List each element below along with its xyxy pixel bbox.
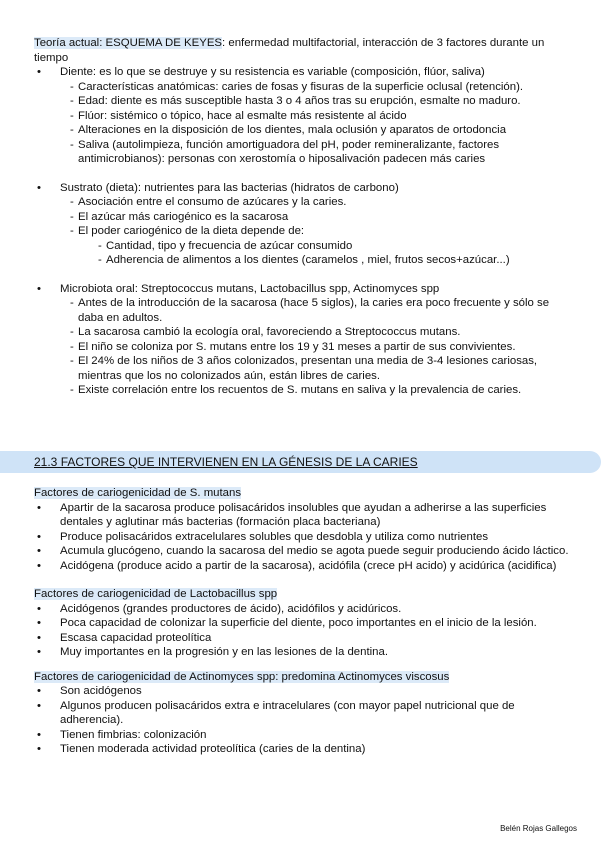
microbiota-item: - La sacarosa cambió la ecología oral, favoreciendo a Streptococcus mutans. [34, 325, 574, 340]
diente-head: • Diente: es lo que se destruye y su resistencia es variable (composición, flúor, saliva) [34, 65, 574, 80]
lacto-item: • Muy importantes en la progresión y en las lesiones de la dentina. [34, 645, 574, 660]
microbiota-head: • Microbiota oral: Streptococcus mutans, Lactobacillus spp, Actinomyces spp [34, 282, 574, 297]
sustrato-subitem: - Cantidad, tipo y frecuencia de azúcar consumido [34, 239, 574, 254]
diente-item: - Alteraciones en la disposición de los dientes, mala oclusión y aparatos de ortodoncia [34, 123, 574, 138]
lacto-heading: Factores de cariogenicidad de Lactobacillus spp [34, 588, 278, 600]
actino-item: • Tienen moderada actividad proteolítica (caries de la dentina) [34, 742, 574, 757]
mutans-heading: Factores de cariogenicidad de S. mutans [34, 487, 242, 499]
diente-item: - Características anatómicas: caries de fosas y fisuras de la superficie oclusal (retención). [34, 80, 574, 95]
microbiota-item: - El 24% de los niños de 3 años colonizados, presentan una media de 3-4 lesiones cariosas, mientras que los no colonizados aún, están libres de caries. [34, 354, 574, 383]
intro-title: Teoría actual: ESQUEMA DE KEYES [34, 37, 223, 49]
section-title: 21.3 FACTORES QUE INTERVIENEN EN LA GÉNESIS DE LA CARIES [34, 455, 418, 469]
actino-item: • Algunos producen polisacáridos extra e intracelulares (con mayor papel nutricional que de adherencia). [34, 699, 574, 728]
microbiota-item: - El niño se coloniza por S. mutans entre los 19 y 31 meses a partir de sus convivientes. [34, 340, 574, 355]
intro-text: : enfermedad multifactorial, interacción de 3 factores durante un tiempo [34, 37, 545, 64]
diente-item: - Edad: diente es más susceptible hasta 3 o 4 años tras su erupción, esmalte no maduro. [34, 94, 574, 109]
sustrato-head: • Sustrato (dieta): nutrientes para las bacterias (hidratos de carbono) [34, 181, 574, 196]
actino-item: • Son acidógenos [34, 684, 574, 699]
actino-item: • Tienen fimbrias: colonización [34, 728, 574, 743]
mutans-item: • Acidógena (produce acido a partir de la sacarosa), acidófila (crece pH acido) y acidúrica (acidifica) [34, 559, 574, 574]
intro-block [34, 36, 574, 398]
actino-heading: Factores de cariogenicidad de Actinomyces spp: predomina Actinomyces viscosus [34, 670, 450, 683]
sustrato-subitem: - Adherencia de alimentos a los dientes (caramelos , miel, frutos secos+azúcar...) [34, 253, 574, 268]
intro-paragraph [34, 36, 574, 65]
sustrato-item: - Asociación entre el consumo de azúcares y la caries. [34, 195, 574, 210]
author-signature: Belén Rojas Gallegos [500, 824, 577, 833]
factors-block [34, 486, 574, 757]
mutans-item: • Apartir de la sacarosa produce polisacáridos insolubles que ayudan a adherirse a las superficies dentales y aglutinar más bacterias (formación placa bacteriana) [34, 501, 574, 530]
mutans-item: • Produce polisacáridos extracelulares solubles que desdobla y utiliza como nutrientes [34, 530, 574, 545]
mutans-item: • Acumula glucógeno, cuando la sacarosa del medio se agota puede seguir produciendo ácido láctico. [34, 544, 574, 559]
section-header [0, 451, 601, 473]
diente-item: - Saliva (autolimpieza, función amortiguadora del pH, poder remineralizante, factores antimicrobianos): personas con xerostomía o hiposalivación padecen más caries [34, 138, 574, 167]
lacto-item: • Acidógenos (grandes productores de ácido), acidófilos y acidúricos. [34, 602, 574, 617]
microbiota-item: - Antes de la introducción de la sacarosa (hace 5 siglos), la caries era poco frecuente y sólo se daba en adultos. [34, 296, 574, 325]
microbiota-item: - Existe correlación entre los recuentos de S. mutans en saliva y la prevalencia de caries. [34, 383, 574, 398]
sustrato-item: - El poder cariogénico de la dieta depende de: [34, 224, 574, 239]
lacto-item: • Escasa capacidad proteolítica [34, 631, 574, 646]
lacto-item: • Poca capacidad de colonizar la superficie del diente, poco importantes en el inicio de la lesión. [34, 616, 574, 631]
diente-item: - Flúor: sistémico o tópico, hace al esmalte más resistente al ácido [34, 109, 574, 124]
sustrato-item: - El azúcar más cariogénico es la sacarosa [34, 210, 574, 225]
